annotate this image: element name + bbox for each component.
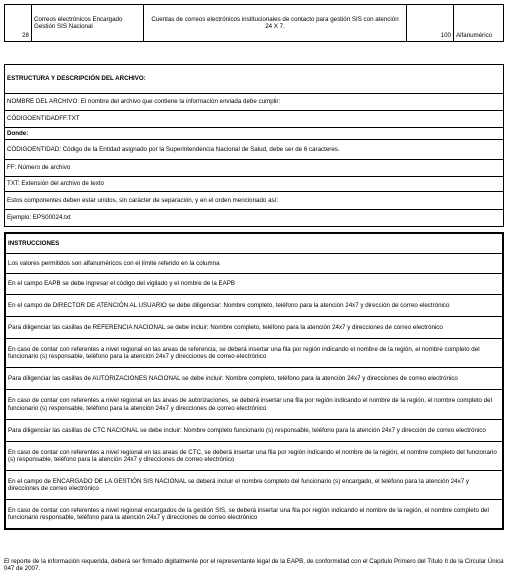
instruction-item: Para diligenciar las casillas de REFERENCIA NACIONAL se debe incluir: Nombre completo, teléfono para la atención 24x7 y direcciones de correo electrónico (6, 317, 502, 339)
field-number: 28 (5, 5, 32, 41)
file-name-rule: NOMBRE DEL ARCHIVO: El nombre del archivo que contiene la información enviada debe cumplir: (5, 94, 503, 111)
instruction-item: En el campo de ENCARGADO DE LA GESTIÓN SIS NACIONAL se deberá incluir el nombre completo del funcionario (s) encargado, el teléfono para la atención 24x7 y direcciones de correo electrónico (6, 471, 502, 500)
file-structure-box (4, 64, 504, 227)
structure-heading: ESTRUCTURA Y DESCRIPCIÓN DEL ARCHIVO: (5, 65, 503, 94)
field-row-28 (4, 4, 504, 42)
field-type: Alfanumérico (456, 31, 493, 39)
instruction-item: En el campo EAPB se debe ingresar el código del vigilado y el nombre de la EAPB (6, 274, 502, 295)
instruction-item: En caso de contar con referentes a nivel regional en las areas de autorizaciones, se deberá insertar una fila por región indicando el nombre de la región, el nombre completo del funcionario (s) responsable, teléfono para la atención 24x7 y direcciones de correo electrónico (6, 390, 502, 420)
instructions-heading: INSTRUCCIONES (6, 234, 502, 254)
instruction-item: En caso de contar con referentes a nivel regional encargados de la gestión SIS, se deberá insertar una fila por región indicando el nombre de la región, el nombre completo del funcionario responsable, teléfono para la atención 24x7 y direcciones de correo electrónico (8, 506, 489, 521)
txt-description: TXT: Extensión del archivo de texto (5, 177, 503, 192)
instruction-item: Los valores permitidos son alfanuméricos con el límite referido en la columna (6, 254, 502, 274)
footer-note: El reporte de la información requerida, deberá ser firmado digitalmente por el representante legal de la EAPB, de conformidad con el Capítulo Primero del Título II de la Circular Única 047 de 2007. (4, 558, 504, 573)
field-length: 100 (407, 5, 454, 41)
field-description: Cuentas de correos electrónicos institucionales de contacto para gestión SIS con atención 24 X 7. (144, 5, 407, 41)
field-name: Correos electrónicos Encargado Gestión SIS Nacional (32, 5, 144, 41)
instructions-box (4, 232, 504, 530)
components-note: Estos componentes deben estar unidos, sin carácter de separación, y en el orden mencionado así: (5, 192, 503, 210)
instruction-item: En el campo de DIRECTOR DE ATENCIÓN AL USUARIO se debe diligenciar: Nombre completo, teléfono para la atención 24x7 y dirección de correo electrónico (6, 295, 502, 317)
instruction-item: En caso de contar con referentes a nivel regional en las areas de CTC, se deberá insertar una fila por región indicando el nombre de la región, el nombre completo del funcionario (s) responsable, teléfono para la atención 24x7 y direcciones de correo electrónico (6, 442, 502, 471)
instruction-item: En caso de contar con referentes a nivel regional en las areas de referencia, se deberá insertar una fila por región indicando el nombre de la región, el nombre completo del funcionario (s) responsable, teléfono para la atención 24x7 y direcciones de correo electrónico (6, 339, 502, 368)
instruction-item: Para diligenciar las casillas de CTC NACIONAL se debe incluir: Nombre completo funcionario (s) responsable, teléfono para la atención 24x7 y dirección de correo electrónico (6, 420, 502, 442)
file-name-pattern: CÓDIGOENTIDADFF.TXT (5, 111, 503, 128)
ff-description: FF: Número de archivo (5, 160, 503, 177)
instruction-item: Para diligenciar las casillas de AUTORIZACIONES NACIONAL se debe incluir: Nombre completo, teléfono para la atención 24x7 y direcciones de correo electrónico (6, 368, 502, 390)
example-line: Ejemplo: EPS00024.txt (7, 214, 71, 222)
donde-label: Donde: (5, 128, 503, 140)
code-description: CÓDIGOENTIDAD: Código de la Entidad asignado por la Superintendencia Nacional de Salud, debe ser de 6 caracteres. (5, 140, 503, 160)
